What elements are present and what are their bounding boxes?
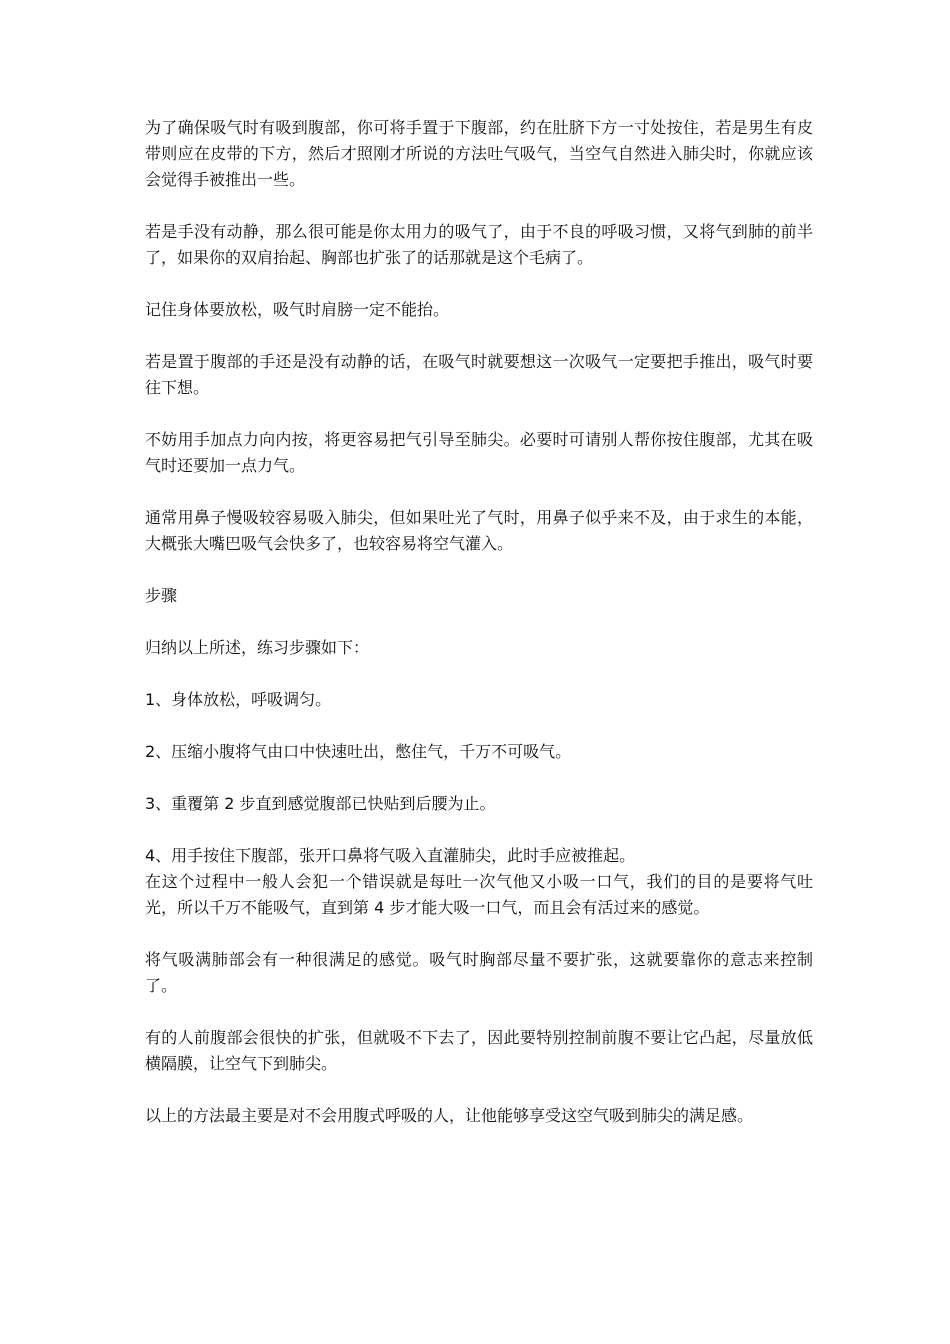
step-item-1: 1、身体放松，呼吸调匀。 [145, 690, 332, 709]
section-heading-steps: 步骤 [145, 586, 178, 605]
paragraph-press-inward: 不妨用手加点力向内按，将更容易把气引导至肺尖。必要时可请别人帮你按住腹部，尤其在吸气时还要加一点力气。 [145, 430, 813, 475]
document-body [145, 115, 813, 1155]
step-item-2: 2、压缩小腹将气由口中快速吐出，憋住气，千万不可吸气。 [145, 742, 572, 761]
paragraph-relax-body: 记住身体要放松，吸气时肩膀一定不能抬。 [145, 300, 450, 319]
paragraph-control-abdomen: 有的人前腹部会很快的扩张，但就吸不下去了，因此要特别控制前腹不要让它凸起，尽量放低横隔膜，让空气下到肺尖。 [145, 1028, 813, 1073]
paragraph-common-mistake: 在这个过程中一般人会犯一个错误就是每吐一次气他又小吸一口气，我们的目的是要将气吐光，所以千万不能吸气，直到第 4 步才能大吸一口气，而且会有活过来的感觉。 [145, 872, 813, 917]
step-item-4: 4、用手按住下腹部，张开口鼻将气吸入直灌肺尖，此时手应被推起。 [145, 846, 636, 865]
paragraph-steps-intro: 归纳以上所述，练习步骤如下： [145, 638, 370, 657]
step-item-3: 3、重覆第 2 步直到感觉腹部已快贴到后腰为止。 [145, 794, 496, 813]
paragraph-push-hand-out: 若是置于腹部的手还是没有动静的话，在吸气时就要想这一次吸气一定要把手推出，吸气时要往下想。 [145, 352, 813, 397]
paragraph-hand-on-abdomen: 为了确保吸气时有吸到腹部，你可将手置于下腹部，约在肚脐下方一寸处按住，若是男生有皮带则应在皮带的下方，然后才照刚才所说的方法吐气吸气，当空气自然进入肺尖时，你就应该会觉得手被推出一些。 [145, 118, 813, 189]
paragraph-conclusion: 以上的方法最主要是对不会用腹式呼吸的人，让他能够享受这空气吸到肺尖的满足感。 [145, 1106, 754, 1125]
paragraph-nose-vs-mouth: 通常用鼻子慢吸较容易吸入肺尖，但如果吐光了气时，用鼻子似乎来不及，由于求生的本能，大概张大嘴巴吸气会快多了，也较容易将空气灌入。 [145, 508, 813, 553]
paragraph-full-lungs: 将气吸满肺部会有一种很满足的感觉。吸气时胸部尽量不要扩张，这就要靠你的意志来控制了。 [145, 950, 813, 995]
paragraph-hand-not-moving: 若是手没有动静，那么很可能是你太用力的吸气了，由于不良的呼吸习惯，又将气到肺的前半了，如果你的双肩抬起、胸部也扩张了的话那就是这个毛病了。 [145, 222, 813, 267]
